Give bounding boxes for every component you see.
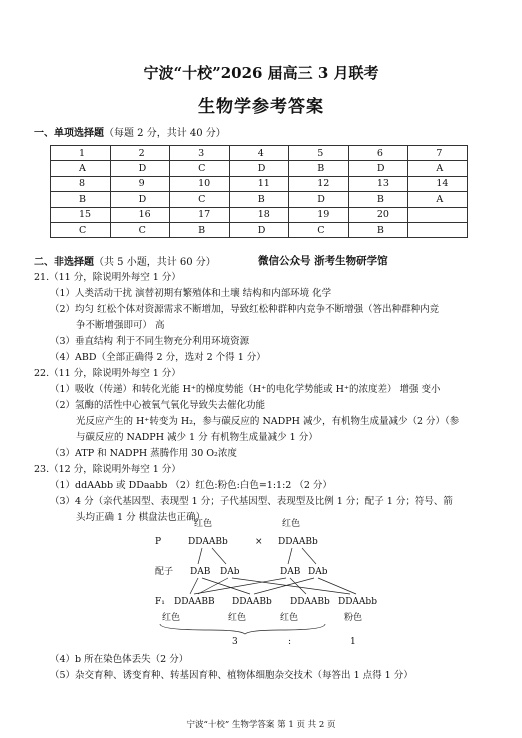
answer-table-cell: A [51, 161, 111, 176]
brace [160, 624, 325, 634]
cross-line-4 [232, 578, 350, 594]
answer-table-cell: 11 [229, 176, 289, 191]
f1-genotype-3: DDAABb [290, 597, 330, 607]
f1-genotype-1: DDAABB [174, 597, 215, 607]
cross-line-8 [318, 578, 356, 594]
cross-line-7 [254, 578, 314, 594]
answer-table-cell: C [110, 222, 170, 237]
f1-phenotype-3: 红色 [280, 613, 299, 623]
q21-line2: （2）均匀 红松个体对资源需求不断增加，导致红松种群种内竞争不断增强（答出种群种内竞 [50, 304, 440, 315]
answer-table-cell: D [110, 161, 170, 176]
answer-table-cell: 20 [348, 207, 408, 222]
f1-phenotype-4: 粉色 [344, 613, 363, 623]
answer-key-title: 生物学参考答案 [198, 97, 324, 117]
parent2-phenotype: 红色 [282, 519, 301, 529]
answer-table-cell: B [51, 192, 111, 207]
genetic-cross-diagram [150, 518, 380, 648]
answer-table-row [51, 176, 468, 191]
answer-table-cell: 15 [51, 207, 111, 222]
arrow-p1-g1 [198, 548, 202, 564]
f1-phenotype-1: 红色 [162, 613, 181, 623]
arrow-p1-g2 [212, 548, 226, 564]
gamete-label: 配子 [155, 567, 174, 577]
answer-table-cell [408, 222, 468, 237]
answer-table-cell: 8 [51, 176, 111, 191]
gamete-3: DAB [280, 567, 301, 577]
answer-table-cell: B [348, 222, 408, 237]
answer-table-cell: C [170, 192, 230, 207]
answer-table-cell: 18 [229, 207, 289, 222]
q21-line4: （4）ABD（全部正确得 2 分，选对 2 个得 1 分） [50, 352, 266, 363]
ratio-colon: : [288, 637, 292, 647]
answer-table-cell: 2 [110, 146, 170, 161]
q23-line1: （1）ddAAbb 或 DDaabb （2）红色:粉色:白色=1:1:2 （2 分） [50, 480, 332, 491]
f1-phenotype-2: 红色 [228, 613, 247, 623]
answer-table-cell: 4 [229, 146, 289, 161]
answer-table-cell: B [229, 192, 289, 207]
answer-table-cell: D [348, 161, 408, 176]
answer-table-cell: 13 [348, 176, 408, 191]
answer-table-cell: 17 [170, 207, 230, 222]
cross-line-1 [190, 578, 198, 594]
answer-table-row [51, 146, 468, 161]
answer-table-cell: 7 [408, 146, 468, 161]
answer-table-cell: C [170, 161, 230, 176]
q23-line4: （4）b 所在染色体丢失（2 分） [50, 654, 189, 665]
q23-line2: （3）4 分（亲代基因型、表现型 1 分；子代基因型、表现型及比例 1 分；配子 1 分；符号、箭 [50, 496, 453, 507]
parent2-genotype: DDAABb [278, 537, 318, 547]
exam-title: 宁波“十校”2026 届高三 3 月联考 [143, 64, 379, 82]
section1-heading-text: 一、单项选择题 [34, 128, 104, 139]
watermark-text: 微信公众号 浙考生物研学馆 [258, 255, 388, 267]
arrow-p2-g3 [288, 548, 292, 564]
q22-line3: （3）ATP 和 NADPH 蒸腾作用 30 O₂浓度 [50, 448, 237, 459]
f1-genotype-2: DDAABb [232, 597, 272, 607]
p-label: P [155, 537, 162, 547]
section1-note: （每题 2 分，共计 40 分） [104, 128, 226, 139]
q22-line2b: 光反应产生的 H⁺转变为 H₂，参与碳反应的 NADPH 减少，有机物生成量减少（2 分）（参 [76, 416, 460, 427]
answer-table-cell: D [229, 222, 289, 237]
answer-table-cell: 5 [289, 146, 349, 161]
answer-table [50, 145, 468, 238]
answer-table-cell: C [289, 222, 349, 237]
answer-table-cell: 19 [289, 207, 349, 222]
answer-table-cell: B [348, 192, 408, 207]
section1-heading [34, 124, 226, 139]
q21-line3: （3）垂直结构 利于不同生物充分利用环境资源 [50, 336, 250, 347]
q23-line2b: 头均正确 1 分 棋盘法也正确） [76, 512, 206, 523]
q23-line5: （5）杂交育种、诱变育种、转基因育种、植物体细胞杂交技术（每答出 1 点得 1 分） [50, 670, 413, 681]
answer-table-row [51, 161, 468, 176]
answer-table-cell: 6 [348, 146, 408, 161]
q22-header: 22.（11 分，除说明外每空 1 分） [34, 368, 181, 379]
answer-table-cell: D [229, 161, 289, 176]
section2-note: （共 5 小题，共计 60 分） [94, 257, 216, 268]
answer-table-cell: 10 [170, 176, 230, 191]
cross-symbol: × [255, 537, 263, 547]
answer-table-row [51, 192, 468, 207]
section2-heading [34, 253, 216, 268]
answer-table-cell: C [51, 222, 111, 237]
cross-line-5 [194, 578, 286, 594]
f1-label: F₁ [155, 597, 165, 607]
answer-table-cell: 16 [110, 207, 170, 222]
page-footer: 宁波“十校” 生物学答案 第 1 页 共 2 页 [186, 720, 336, 730]
q21-header: 21.（11 分，除说明外每空 1 分） [34, 272, 181, 283]
f1-genotype-4: DDAAbb [338, 597, 377, 607]
answer-table-cell: 14 [408, 176, 468, 191]
q22-line2: （2）氢酶的活性中心被氧气氧化导致失去催化功能 [50, 400, 266, 411]
gamete-1: DAB [190, 567, 211, 577]
q22-line1: （1）吸收（传递）和转化光能 H⁺的梯度势能（H⁺的电化学势能或 H⁺的浓度差） 增强 变小 [50, 384, 441, 395]
answer-table-cell: B [170, 222, 230, 237]
answer-table-cell: D [110, 192, 170, 207]
answer-table-cell [408, 207, 468, 222]
answer-table-cell: D [289, 192, 349, 207]
q23-header: 23.（12 分，除说明外每空 1 分） [34, 464, 181, 475]
answer-table-row [51, 207, 468, 222]
answer-table-cell: 1 [51, 146, 111, 161]
answer-table-row [51, 222, 468, 237]
parent1-phenotype: 红色 [194, 519, 213, 529]
gamete-4: DAb [308, 567, 328, 577]
section2-heading-text: 二、非选择题 [34, 257, 94, 268]
arrow-p2-g4 [302, 548, 316, 564]
gamete-2: DAb [220, 567, 240, 577]
answer-table-cell: A [408, 192, 468, 207]
ratio-left: 3 [232, 637, 238, 647]
ratio-right: 1 [350, 637, 356, 647]
answer-table-cell: 3 [170, 146, 230, 161]
q21-line2b: 争不断增强即可） 高 [76, 320, 165, 331]
parent1-genotype: DDAABb [188, 537, 228, 547]
q22-line2c: 与碳反应的 NADPH 减少 1 分 有机物生成量减少 1 分） [76, 432, 318, 443]
cross-line-3 [198, 578, 228, 594]
answer-table-cell: 9 [110, 176, 170, 191]
answer-table-cell: B [289, 161, 349, 176]
q21-line1: （1）人类活动干扰 演替初期有繁殖体和土壤 结构和内部环境 化学 [50, 288, 332, 299]
answer-table-cell: A [408, 161, 468, 176]
answer-table-cell: 12 [289, 176, 349, 191]
